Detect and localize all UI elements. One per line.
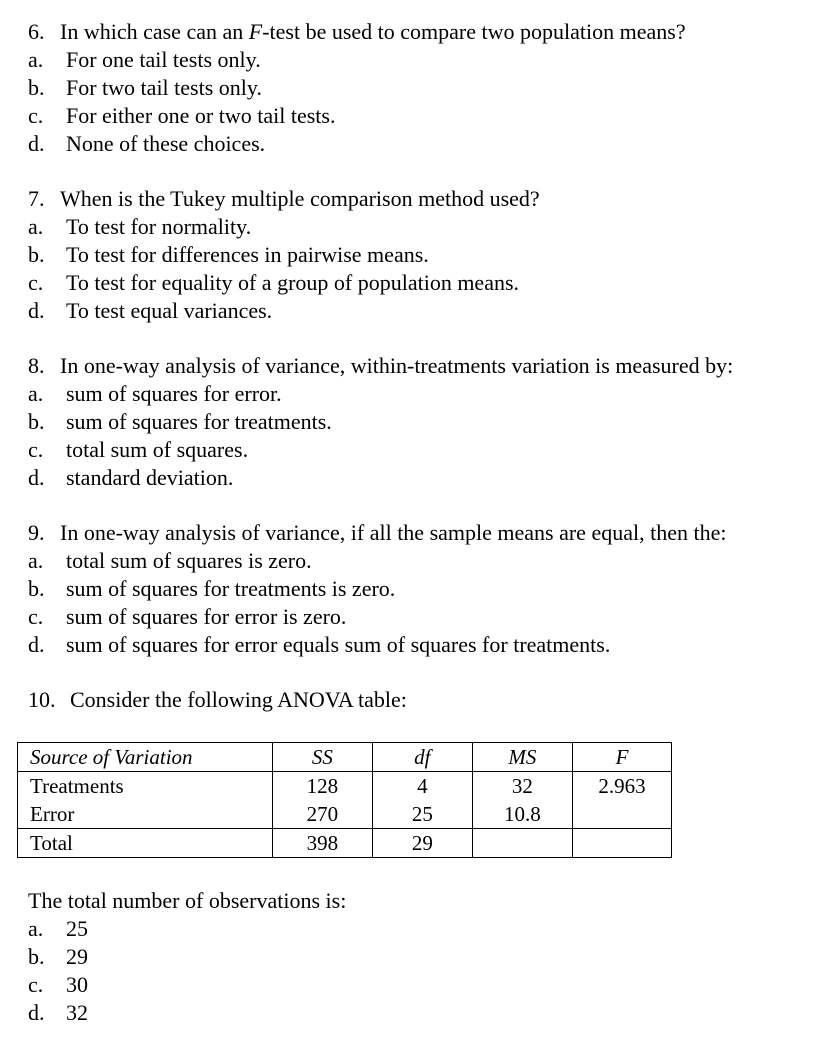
option-letter: c. xyxy=(28,972,44,997)
option-letter: b. xyxy=(28,944,45,969)
cell-source: Total xyxy=(18,829,273,858)
table-header-row xyxy=(18,743,672,772)
header-f: F xyxy=(573,743,672,772)
option-text: sum of squares for error is zero. xyxy=(66,604,347,629)
question-number: 9. xyxy=(28,520,45,545)
option-letter: b. xyxy=(28,242,45,267)
option-text: 25 xyxy=(66,916,88,941)
f-symbol: F xyxy=(248,19,263,44)
option-letter: b. xyxy=(28,576,45,601)
answer-option xyxy=(28,547,818,575)
option-text: sum of squares for error. xyxy=(66,381,282,406)
answer-option xyxy=(28,915,346,943)
option-letter: c. xyxy=(28,270,44,295)
followup-text: The total number of observations is: xyxy=(28,888,347,913)
answer-option xyxy=(28,603,818,631)
option-text: For either one or two tail tests. xyxy=(66,103,336,128)
option-text: To test for normality. xyxy=(66,214,252,239)
option-text: To test equal variances. xyxy=(66,298,273,323)
option-letter: d. xyxy=(28,465,45,490)
answer-option xyxy=(28,408,818,436)
answer-option xyxy=(28,213,818,241)
cell-source: Error xyxy=(18,800,273,829)
option-letter: b. xyxy=(28,409,45,434)
answer-option xyxy=(28,241,818,269)
question-stem xyxy=(28,18,818,46)
question-number: 6. xyxy=(28,19,45,44)
question-7 xyxy=(28,185,818,325)
stem-text: Consider the following ANOVA table: xyxy=(70,687,407,712)
answer-option xyxy=(28,631,818,659)
stem-text: In which case can an xyxy=(60,19,249,44)
table-row xyxy=(18,829,672,858)
option-letter: d. xyxy=(28,131,45,156)
option-text: total sum of squares. xyxy=(66,437,249,462)
answer-option xyxy=(28,575,818,603)
question-stem xyxy=(28,352,818,380)
option-letter: c. xyxy=(28,437,44,462)
option-text: To test for differences in pairwise means. xyxy=(66,242,429,267)
answer-option xyxy=(28,269,818,297)
cell-ss: 398 xyxy=(272,829,372,858)
cell-source: Treatments xyxy=(18,772,273,801)
question-10-followup xyxy=(28,887,346,1027)
answer-option xyxy=(28,999,346,1027)
option-text: sum of squares for error equals sum of squares for treatments. xyxy=(66,632,611,657)
table-row xyxy=(18,772,672,801)
table-row xyxy=(18,800,672,829)
answer-option xyxy=(28,971,346,999)
question-9 xyxy=(28,519,818,659)
option-text: standard deviation. xyxy=(66,465,234,490)
cell-f: 2.963 xyxy=(573,772,672,801)
option-letter: a. xyxy=(28,47,44,72)
answer-option xyxy=(28,436,818,464)
option-letter: a. xyxy=(28,381,44,406)
cell-ms xyxy=(472,829,572,858)
answer-option xyxy=(28,130,818,158)
question-number: 10. xyxy=(28,687,56,712)
answer-option xyxy=(28,102,818,130)
option-text: sum of squares for treatments is zero. xyxy=(66,576,396,601)
option-letter: b. xyxy=(28,75,45,100)
cell-f xyxy=(573,829,672,858)
option-letter: c. xyxy=(28,103,44,128)
option-text: 32 xyxy=(66,1000,88,1025)
answer-option xyxy=(28,297,818,325)
option-text: For one tail tests only. xyxy=(66,47,261,72)
header-df: df xyxy=(372,743,472,772)
option-text: None of these choices. xyxy=(66,131,266,156)
cell-f xyxy=(573,800,672,829)
option-text: 29 xyxy=(66,944,88,969)
option-letter: d. xyxy=(28,1000,45,1025)
cell-ss: 128 xyxy=(272,772,372,801)
option-letter: a. xyxy=(28,916,44,941)
stem-text: -test be used to compare two population means? xyxy=(262,19,686,44)
question-stem xyxy=(28,519,818,547)
option-letter: c. xyxy=(28,604,44,629)
question-10-stem xyxy=(28,686,407,714)
cell-df: 25 xyxy=(372,800,472,829)
question-8 xyxy=(28,352,818,492)
question-number: 8. xyxy=(28,353,45,378)
cell-ss: 270 xyxy=(272,800,372,829)
question-number: 7. xyxy=(28,186,45,211)
stem-text: In one-way analysis of variance, if all the sample means are equal, then the: xyxy=(60,520,727,545)
option-text: To test for equality of a group of population means. xyxy=(66,270,520,295)
cell-ms: 32 xyxy=(472,772,572,801)
option-letter: a. xyxy=(28,548,44,573)
answer-option xyxy=(28,74,818,102)
answer-option xyxy=(28,464,818,492)
header-ss: SS xyxy=(272,743,372,772)
option-text: sum of squares for treatments. xyxy=(66,409,332,434)
option-text: 30 xyxy=(66,972,88,997)
answer-option xyxy=(28,380,818,408)
stem-text: In one-way analysis of variance, within-treatments variation is measured by: xyxy=(60,353,734,378)
header-ms: MS xyxy=(472,743,572,772)
anova-table xyxy=(17,742,672,858)
option-letter: a. xyxy=(28,214,44,239)
cell-ms: 10.8 xyxy=(472,800,572,829)
question-stem xyxy=(28,185,818,213)
question-6 xyxy=(28,18,818,158)
option-letter: d. xyxy=(28,298,45,323)
cell-df: 29 xyxy=(372,829,472,858)
option-text: total sum of squares is zero. xyxy=(66,548,312,573)
stem-text: When is the Tukey multiple comparison method used? xyxy=(60,186,540,211)
option-letter: d. xyxy=(28,632,45,657)
cell-df: 4 xyxy=(372,772,472,801)
answer-option xyxy=(28,943,346,971)
header-source: Source of Variation xyxy=(18,743,273,772)
option-text: For two tail tests only. xyxy=(66,75,262,100)
answer-option xyxy=(28,46,818,74)
